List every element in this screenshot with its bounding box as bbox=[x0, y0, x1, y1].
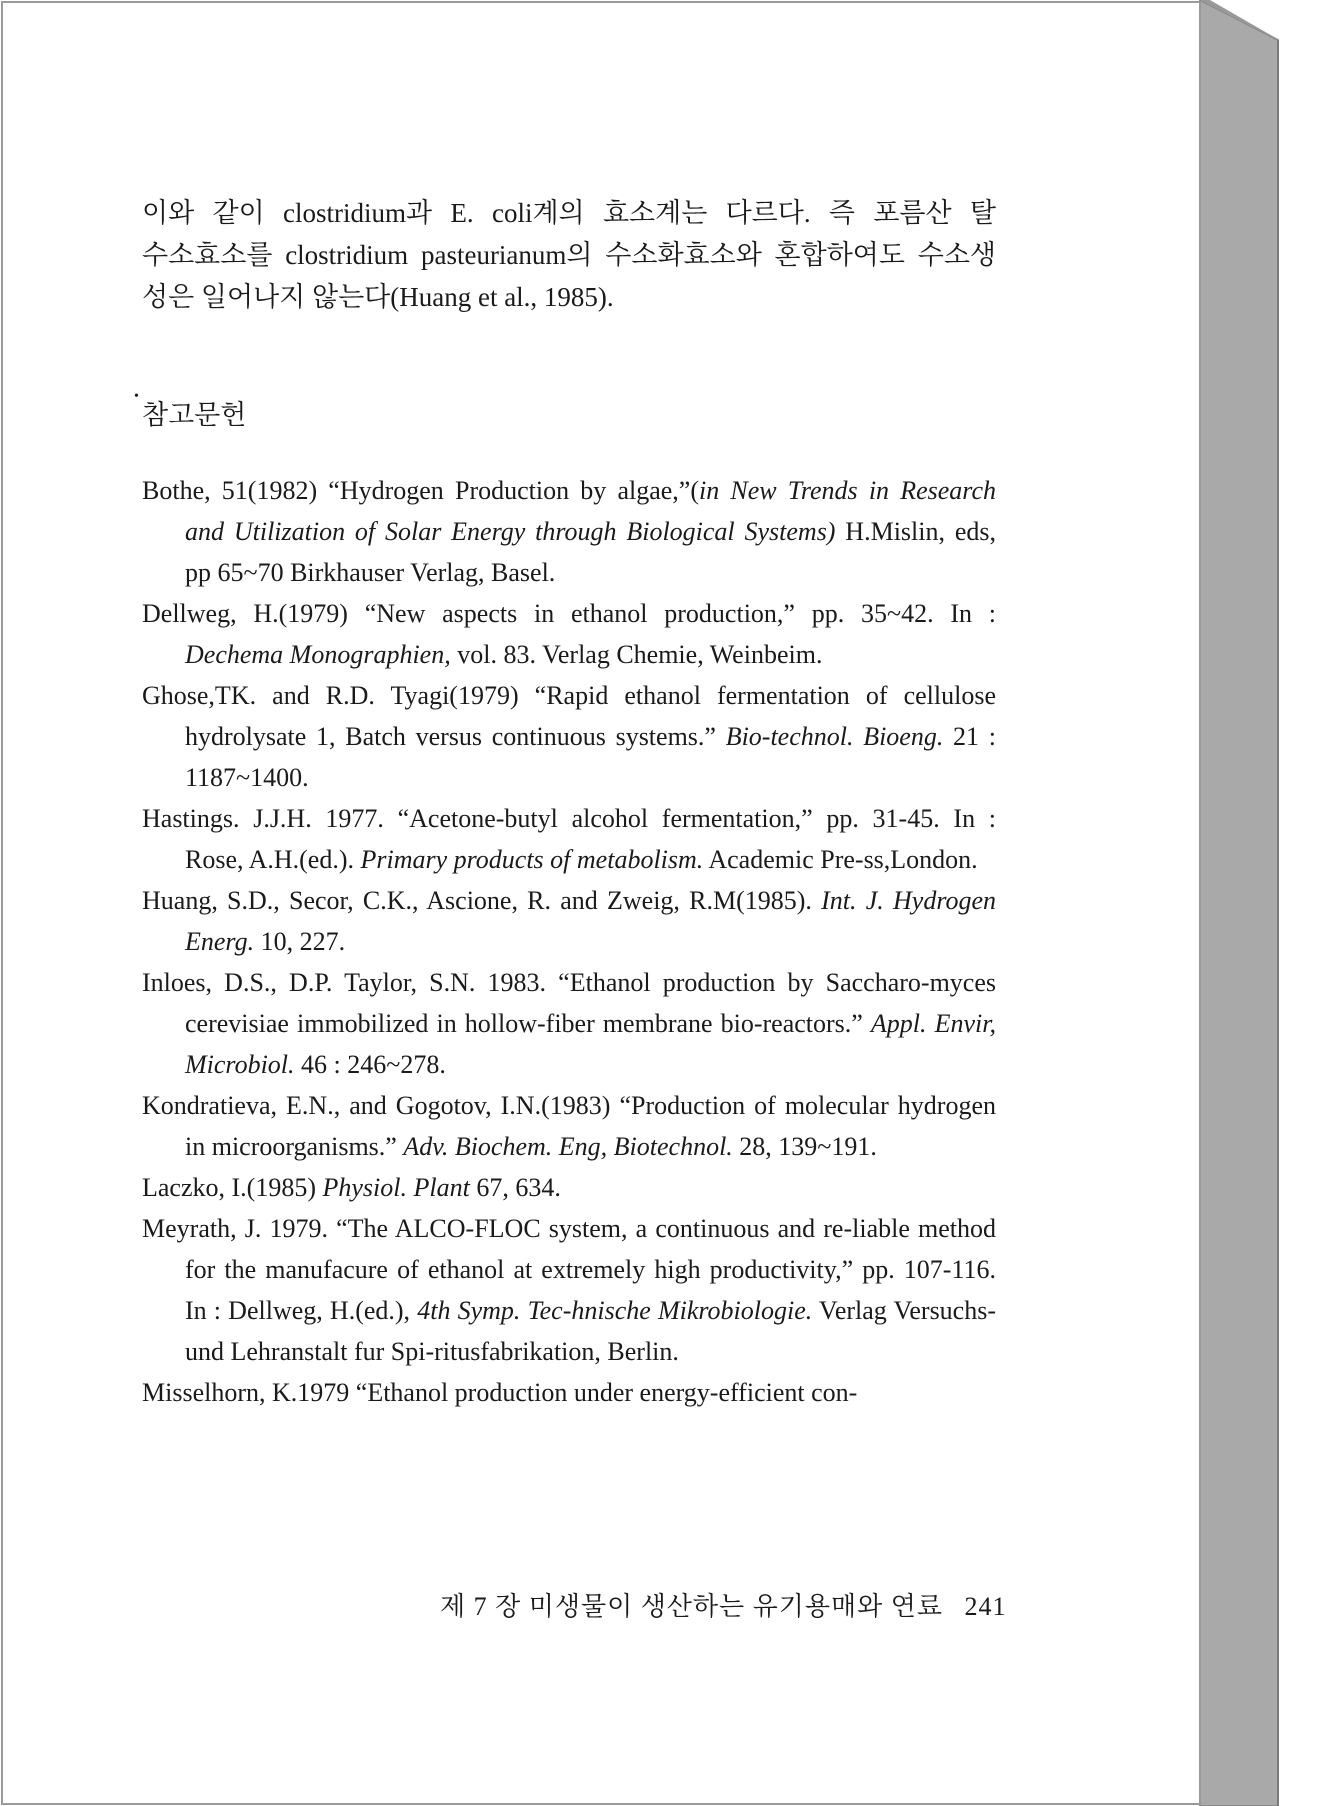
reference-entry bbox=[142, 1372, 996, 1413]
reference-details: 46 : 246~278. bbox=[294, 1050, 446, 1079]
reference-source: Int. J. Hydrogen Energ. bbox=[185, 886, 997, 956]
reference-text: Misselhorn, K.1979 “Ethanol production under energy-efficient con- bbox=[142, 1378, 858, 1407]
intro-paragraph bbox=[142, 192, 996, 318]
page-number: 241 bbox=[964, 1592, 1007, 1621]
reference-details: 28, 139~191. bbox=[732, 1132, 877, 1161]
reference-source: Bio-technol. Bioeng. bbox=[725, 722, 944, 751]
reference-source: Physiol. Plant bbox=[322, 1173, 470, 1202]
reference-source: Dechema Monographien, bbox=[185, 640, 451, 669]
reference-source: Adv. Biochem. Eng, Biotechnol. bbox=[403, 1132, 733, 1161]
reference-entry bbox=[142, 1167, 996, 1208]
reference-text: Bothe, 51(1982) “Hydrogen Production by algae,”( bbox=[142, 476, 699, 505]
heading-text: 참고문헌 bbox=[142, 400, 247, 430]
intro-line-3: 성은 일어나지 않는다(Huang et al., 1985). bbox=[142, 282, 614, 312]
reference-text: Ghose,TK. and R.D. Tyagi(1979) “Rapid ethanol fermentation of cellulose hydrolysate 1, Batch versus continuous systems.” bbox=[142, 681, 996, 751]
reference-details: 67, 634. bbox=[469, 1173, 561, 1202]
bullet-dot-icon: • bbox=[134, 389, 139, 404]
reference-text: Kondratieva, E.N., and Gogotov, I.N.(1983) “Production of molecular hydrogen in microorganisms.” bbox=[142, 1091, 996, 1161]
reference-text: Meyrath, J. 1979. “The ALCO-FLOC system, a continuous and re-liable method for the manufacure of ethanol at extremely high productivity,” pp. 107-116. In : Dellweg, H.(ed.), bbox=[142, 1214, 996, 1325]
reference-details: H.Mislin, eds, pp 65~70 Birkhauser Verlag, Basel. bbox=[185, 517, 996, 587]
reference-entry bbox=[142, 675, 996, 798]
reference-details: vol. 83. Verlag Chemie, Weinbeim. bbox=[450, 640, 823, 669]
chapter-title: 제 7 장 미생물이 생산하는 유기용매와 연료 bbox=[440, 1592, 943, 1621]
reference-entry bbox=[142, 880, 996, 962]
reference-entry bbox=[142, 470, 996, 593]
reference-source: 4th Symp. Tec-hnische Mikrobiologie. bbox=[417, 1296, 813, 1325]
reference-text: Hastings. J.J.H. 1977. “Acetone-butyl alcohol fermentation,” pp. 31-45. In : Rose, A.H.(ed.). bbox=[142, 804, 996, 874]
reference-text: Dellweg, H.(1979) “New aspects in ethanol production,” pp. 35~42. In : bbox=[142, 599, 996, 628]
intro-line-2: 수소효소를 clostridium pasteurianum의 수소화효소와 혼합하여도 수소생 bbox=[142, 240, 996, 270]
reference-source: in New Trends in Research and Utilization of Solar Energy through Biological Systems) bbox=[185, 476, 997, 546]
reference-source: Appl. Envir, Microbiol. bbox=[185, 1009, 996, 1079]
reference-entry bbox=[142, 1085, 996, 1167]
reference-entry bbox=[142, 798, 996, 880]
reference-list bbox=[142, 470, 996, 1413]
reference-text: Inloes, D.S., D.P. Taylor, S.N. 1983. “Ethanol production by Saccharo-myces cerevisiae immobilized in hollow-fiber membrane bio-reactors.” bbox=[142, 968, 996, 1038]
reference-entry bbox=[142, 1208, 996, 1372]
reference-text: Huang, S.D., Secor, C.K., Ascione, R. and Zweig, R.M(1985). bbox=[142, 886, 822, 915]
page-footer bbox=[440, 1586, 1006, 1623]
reference-entry bbox=[142, 962, 996, 1085]
reference-source: Primary products of metabolism. bbox=[360, 845, 704, 874]
references-heading bbox=[134, 389, 247, 432]
reference-details: Academic Pre-ss,London. bbox=[703, 845, 978, 874]
reference-details: 21 : 1187~1400. bbox=[185, 722, 997, 792]
reference-entry bbox=[142, 593, 996, 675]
reference-text: Laczko, I.(1985) bbox=[142, 1173, 323, 1202]
reference-details: 10, 227. bbox=[254, 927, 346, 956]
intro-line-1: 이와 같이 clostridium과 E. coli계의 효소계는 다르다. 즉 포름산 탈 bbox=[142, 198, 996, 228]
reference-details: Verlag Versuchs-und Lehranstalt fur Spi-ritusfabrikation, Berlin. bbox=[185, 1296, 996, 1366]
